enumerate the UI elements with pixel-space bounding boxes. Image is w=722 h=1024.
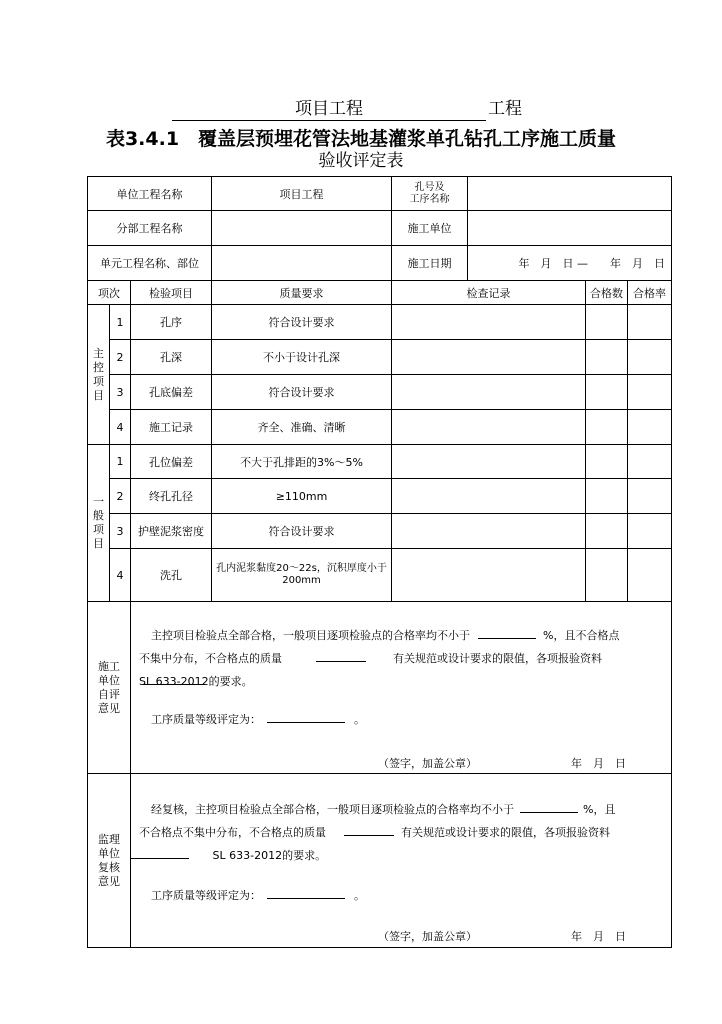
row-pass-rate[interactable] (628, 340, 672, 375)
date-label: 施工日期 (392, 246, 468, 281)
signature-label: （签字，加盖公章） (378, 757, 477, 770)
row-name: 孔位偏差 (131, 445, 212, 479)
rate-blank[interactable] (520, 798, 578, 813)
table-row (88, 340, 672, 375)
general-items-label: 一 般 项 目 (88, 445, 110, 602)
opinion-text: 有关规范或设计要求的限值，各项报验资料 (393, 652, 602, 665)
table-row (88, 445, 672, 479)
table-row (88, 479, 672, 514)
row-no: 2 (110, 479, 131, 514)
col-quality: 质量要求 (212, 281, 392, 305)
col-record: 检查记录 (392, 281, 586, 305)
signature-label: （签字，加盖公章） (378, 930, 477, 943)
row-no: 4 (110, 549, 131, 602)
row-name: 终孔孔径 (131, 479, 212, 514)
table-title: 表3.4.1 覆盖层预埋花管法地基灌浆单孔钻孔工序施工质量 (105, 128, 617, 150)
row-pass-count[interactable] (586, 549, 628, 602)
row-pass-rate[interactable] (628, 410, 672, 445)
row-pass-count[interactable] (586, 514, 628, 549)
row-no: 1 (110, 445, 131, 479)
opinion-text: %，且不合格点 (543, 629, 620, 642)
hole-label: 孔号及 工序名称 (392, 177, 468, 211)
quality-blank[interactable] (316, 647, 366, 662)
supervisor-opinion-label: 监理 单位 复核 意见 (88, 774, 131, 948)
main-items-label: 主 控 项 目 (88, 305, 110, 445)
col-pass-count: 合格数 (586, 281, 628, 305)
row-req: 符合设计要求 (212, 514, 392, 549)
row-pass-rate[interactable] (628, 305, 672, 340)
row-no: 2 (110, 340, 131, 375)
project-suffix: 工程 (488, 99, 522, 119)
row-pass-rate[interactable] (628, 549, 672, 602)
row-req: 不大于孔排距的3%～5% (212, 445, 392, 479)
table-row (88, 375, 672, 410)
row-no: 3 (110, 514, 131, 549)
signature-date[interactable]: 年 月 日 (571, 930, 626, 943)
contractor-opinion[interactable] (131, 602, 672, 774)
row-record[interactable] (392, 549, 586, 602)
row-pass-rate[interactable] (628, 445, 672, 479)
row-no: 1 (110, 305, 131, 340)
opinion-text: 主控项目检验点全部合格，一般项目逐项检验点的合格率均不小于 (151, 629, 470, 642)
row-req: 符合设计要求 (212, 375, 392, 410)
element-label: 单元工程名称、部位 (88, 246, 212, 281)
signature-date[interactable]: 年 月 日 (571, 757, 626, 770)
row-pass-count[interactable] (586, 340, 628, 375)
opinion-text: 有关规范或设计要求的限值，各项报验资料 (401, 826, 610, 839)
opinion-text: %，且 (583, 803, 616, 816)
table-row (88, 514, 672, 549)
row-name: 洗孔 (131, 549, 212, 602)
evaluation-form (87, 176, 672, 948)
row-pass-count[interactable] (586, 479, 628, 514)
date-value[interactable]: 年 月 日 — 年 月 日 (468, 246, 672, 281)
project-title-line (0, 98, 722, 122)
grade-blank[interactable] (267, 708, 345, 723)
quality-blank[interactable] (344, 821, 394, 836)
row-name: 施工记录 (131, 410, 212, 445)
row-req: ≥110mm (212, 479, 392, 514)
row-pass-rate[interactable] (628, 479, 672, 514)
row-req: 不小于设计孔深 (212, 340, 392, 375)
opinion-text: SL 633-2012的要求。 (212, 849, 327, 862)
row-req: 孔内泥浆黏度20～22s，沉积厚度小于200mm (212, 549, 392, 602)
rate-blank[interactable] (478, 624, 536, 639)
opinion-text: 不集中分布，不合格点的质量 (139, 652, 282, 665)
grade-label: 工序质量等级评定为： (151, 889, 261, 902)
row-no: 4 (110, 410, 131, 445)
contractor-value[interactable] (468, 211, 672, 246)
division-label: 分部工程名称 (88, 211, 212, 246)
row-pass-count[interactable] (586, 305, 628, 340)
opinion-text: 经复核，主控项目检验点全部合格，一般项目逐项检验点的合格率均不小于 (151, 803, 514, 816)
opinion-text: SL 633-2012的要求。 (139, 675, 253, 688)
table-row (88, 410, 672, 445)
table-row (88, 305, 672, 340)
row-no: 3 (110, 375, 131, 410)
row-name: 孔深 (131, 340, 212, 375)
grade-blank[interactable] (267, 884, 345, 899)
contractor-opinion-label: 施工 单位 自评 意见 (88, 602, 131, 774)
row-name: 护壁泥浆密度 (131, 514, 212, 549)
opinion-text: 。 (354, 889, 365, 902)
division-value[interactable] (212, 211, 392, 246)
opinion-text: 。 (354, 713, 365, 726)
row-record[interactable] (392, 445, 586, 479)
row-record[interactable] (392, 514, 586, 549)
col-item: 项次 (88, 281, 131, 305)
row-pass-rate[interactable] (628, 514, 672, 549)
project-name: 项目工程 (172, 98, 486, 121)
row-record[interactable] (392, 479, 586, 514)
row-record[interactable] (392, 375, 586, 410)
row-pass-count[interactable] (586, 410, 628, 445)
unit-project-value[interactable]: 项目工程 (212, 177, 392, 211)
row-pass-count[interactable] (586, 375, 628, 410)
row-record[interactable] (392, 410, 586, 445)
table-title-line2: 验收评定表 (318, 151, 404, 171)
col-check: 检验项目 (131, 281, 212, 305)
docs-blank[interactable] (131, 844, 189, 859)
col-pass-rate: 合格率 (628, 281, 672, 305)
hole-value[interactable] (468, 177, 672, 211)
row-record[interactable] (392, 340, 586, 375)
row-pass-rate[interactable] (628, 375, 672, 410)
unit-project-label: 单位工程名称 (88, 177, 212, 211)
row-req: 齐全、准确、清晰 (212, 410, 392, 445)
row-pass-count[interactable] (586, 445, 628, 479)
supervisor-opinion[interactable] (131, 774, 672, 948)
contractor-label: 施工单位 (392, 211, 468, 246)
element-value[interactable] (212, 246, 392, 281)
opinion-text: 不合格点不集中分布，不合格点的质量 (139, 826, 326, 839)
row-record[interactable] (392, 305, 586, 340)
row-name: 孔底偏差 (131, 375, 212, 410)
row-req: 符合设计要求 (212, 305, 392, 340)
grade-label: 工序质量等级评定为： (151, 713, 261, 726)
table-row (88, 549, 672, 602)
row-name: 孔序 (131, 305, 212, 340)
